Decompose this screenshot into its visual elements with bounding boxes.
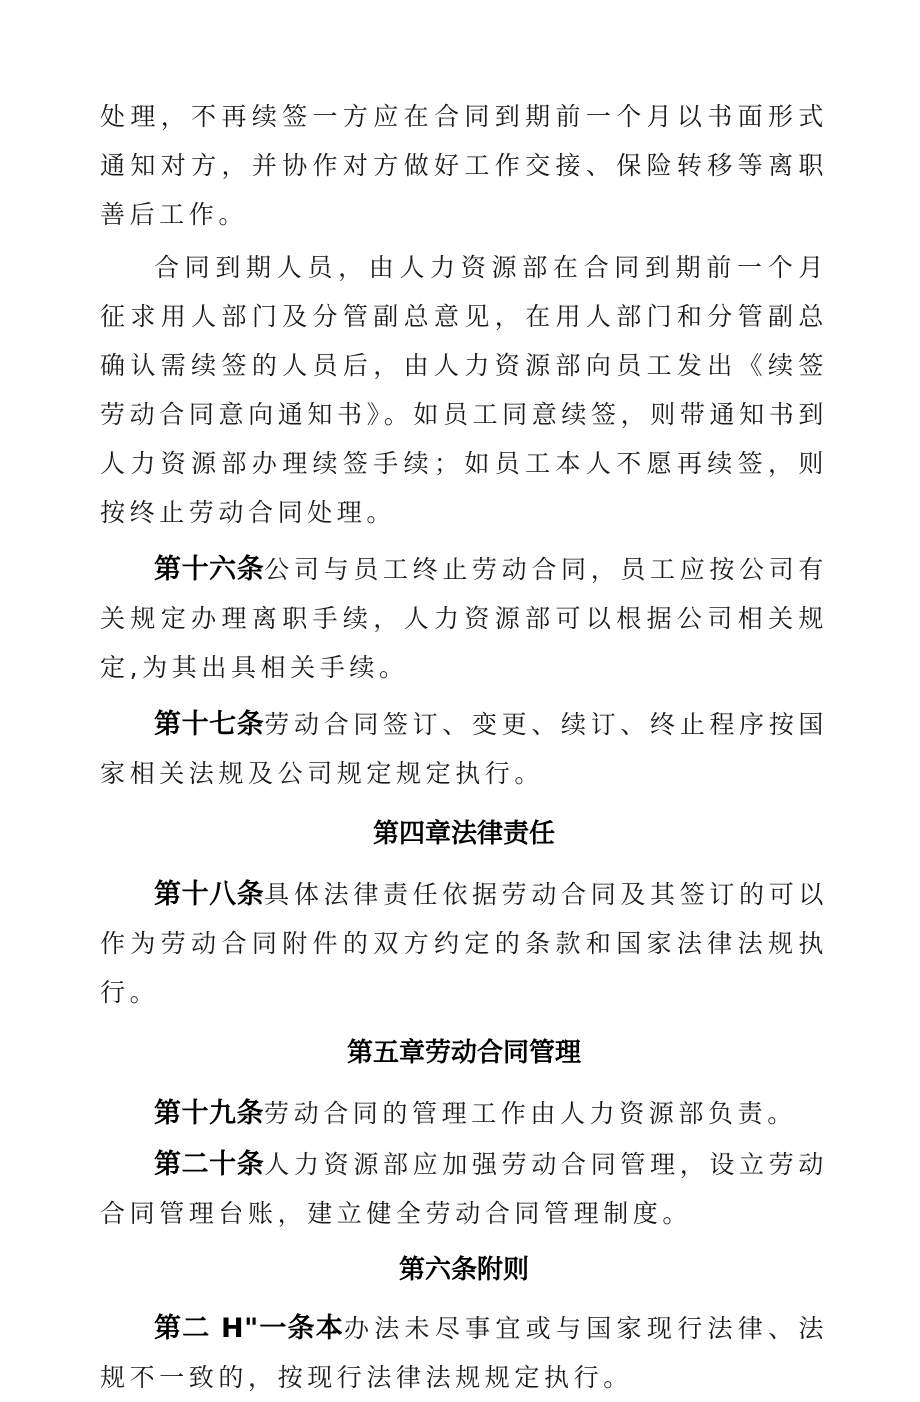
paragraph-text: 处理，不再续签一方应在合同到期前一个月以书面形式通知对方，并协作对方做好工作交接、保险转移等离职善后工作。	[100, 102, 828, 229]
article-17	[100, 700, 828, 798]
article-number: 第二 H"一条本	[154, 1313, 344, 1344]
chapter-heading: 第六条附则	[398, 1255, 529, 1285]
article-18	[100, 870, 828, 1017]
document-page	[100, 92, 828, 1402]
article-text: 劳动合同签订、变更、续订、终止程序按国家相关法规及公司规定规定执行。	[100, 710, 829, 788]
article-number: 第十七条	[154, 709, 265, 740]
article-21	[100, 1304, 828, 1402]
article-text: 具体法律责任依据劳动合同及其签订的可以作为劳动合同附件的双方约定的条款和国家法律法规执行。	[100, 880, 829, 1007]
article-20	[100, 1140, 828, 1238]
article-number: 第十九条	[154, 1098, 264, 1129]
article-text: 办法未尽事宜或与国家现行法律、法规不一致的，按现行法律法规规定执行。	[100, 1314, 828, 1392]
article-text: 劳动合同的管理工作由人力资源部负责。	[264, 1099, 797, 1128]
paragraph-text: 合同到期人员，由人力资源部在合同到期前一个月征求用人部门及分管副总意见，在用人部门和分管副总确认需续签的人员后，由人力资源部向员工发出《续签劳动合同意向通知书》。如员工同意续签，则带通知书到人力资源部办理续签手续；如员工本人不愿再续签，则按终止劳动合同处理。	[100, 253, 828, 527]
chapter-heading: 第五章劳动合同管理	[346, 1038, 581, 1068]
paragraph-contract-expiry	[100, 243, 828, 537]
article-text: 人力资源部应加强劳动合同管理，设立劳动合同管理台账，建立健全劳动合同管理制度。	[100, 1150, 829, 1228]
paragraph-continuation	[100, 92, 828, 239]
article-number: 第十六条	[154, 554, 265, 585]
article-16	[100, 545, 828, 692]
article-number: 第二十条	[154, 1149, 265, 1180]
article-number: 第十八条	[154, 879, 265, 910]
chapter-heading: 第四章法律责任	[372, 819, 555, 849]
article-19	[100, 1089, 828, 1138]
article-text: 公司与员工终止劳动合同，员工应按公司有关规定办理离职手续，人力资源部可以根据公司相关规定,为其出具相关手续。	[100, 555, 829, 682]
